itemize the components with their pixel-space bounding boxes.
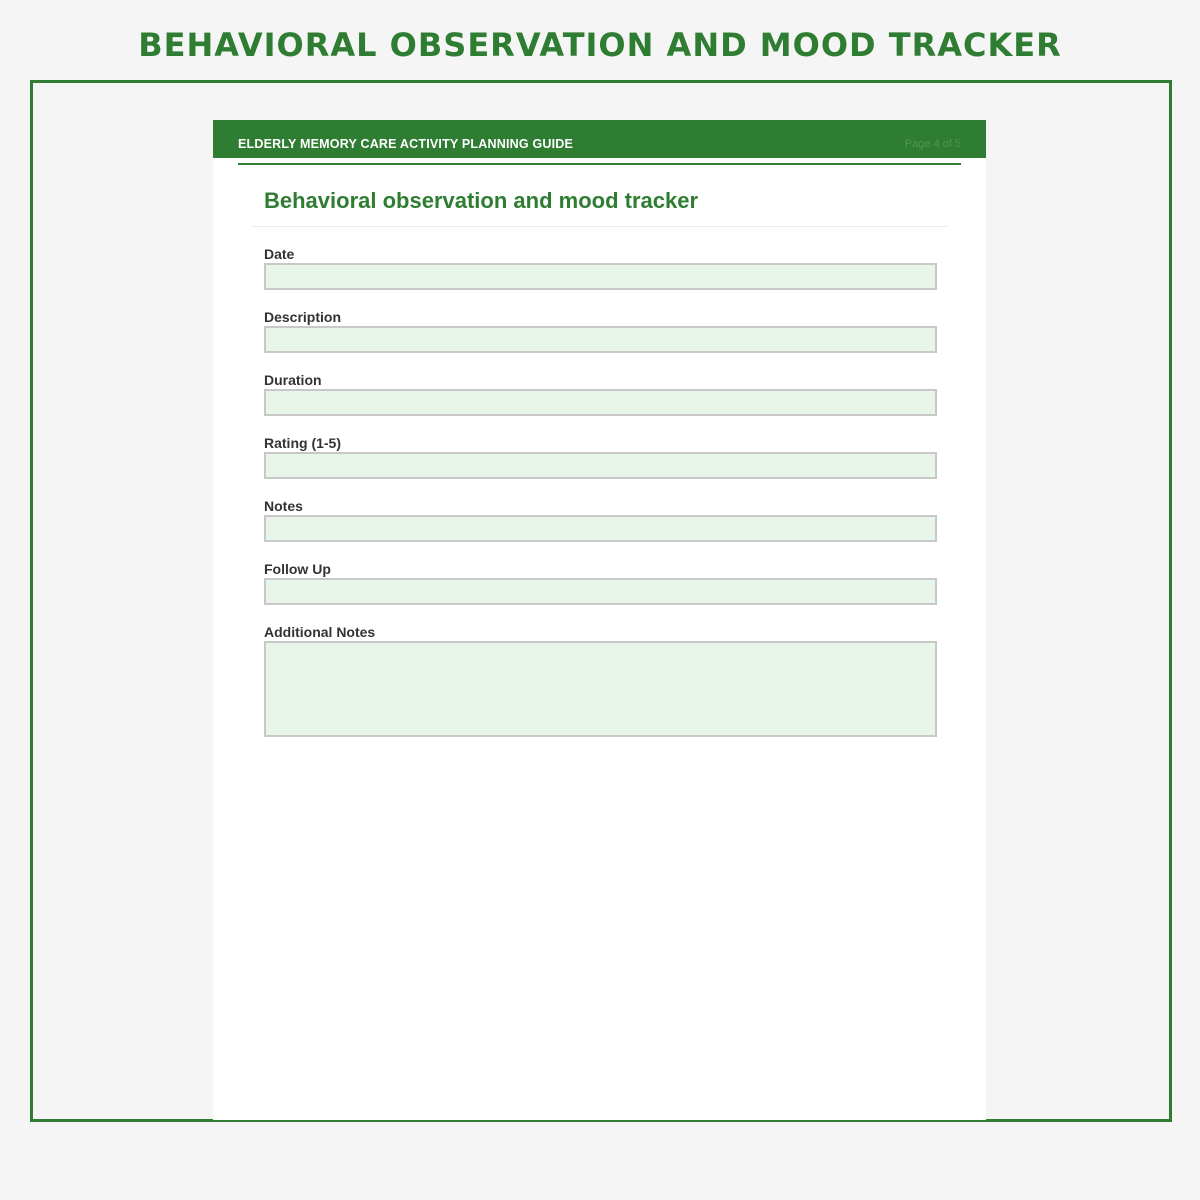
document-page <box>213 120 986 1120</box>
description-field <box>264 308 937 353</box>
date-input[interactable] <box>264 263 937 290</box>
additional-notes-field <box>264 623 937 737</box>
description-input[interactable] <box>264 326 937 353</box>
duration-field <box>264 371 937 416</box>
date-label: Date <box>264 246 295 262</box>
notes-label: Notes <box>264 498 303 514</box>
duration-input[interactable] <box>264 389 937 416</box>
title-divider <box>251 226 948 227</box>
section-title: Behavioral observation and mood tracker <box>264 188 699 213</box>
notes-field <box>264 497 937 542</box>
notes-input[interactable] <box>264 515 937 542</box>
follow-up-field <box>264 560 937 605</box>
description-label: Description <box>264 309 342 325</box>
duration-label: Duration <box>264 372 322 388</box>
page-number: Page 4 of 5 <box>904 138 961 150</box>
follow-up-input[interactable] <box>264 578 937 605</box>
main-title: BEHAVIORAL OBSERVATION AND MOOD TRACKER <box>138 26 1062 64</box>
date-field <box>264 245 937 290</box>
header-divider <box>238 163 961 165</box>
additional-notes-label: Additional Notes <box>264 624 376 640</box>
guide-title: ELDERLY MEMORY CARE ACTIVITY PLANNING GUIDE <box>238 137 574 151</box>
rating-input[interactable] <box>264 452 937 479</box>
follow-up-label: Follow Up <box>264 561 331 577</box>
rating-field <box>264 434 937 479</box>
page-header-bar <box>213 120 986 158</box>
additional-notes-textarea[interactable] <box>264 641 937 737</box>
rating-label: Rating (1-5) <box>264 435 341 451</box>
